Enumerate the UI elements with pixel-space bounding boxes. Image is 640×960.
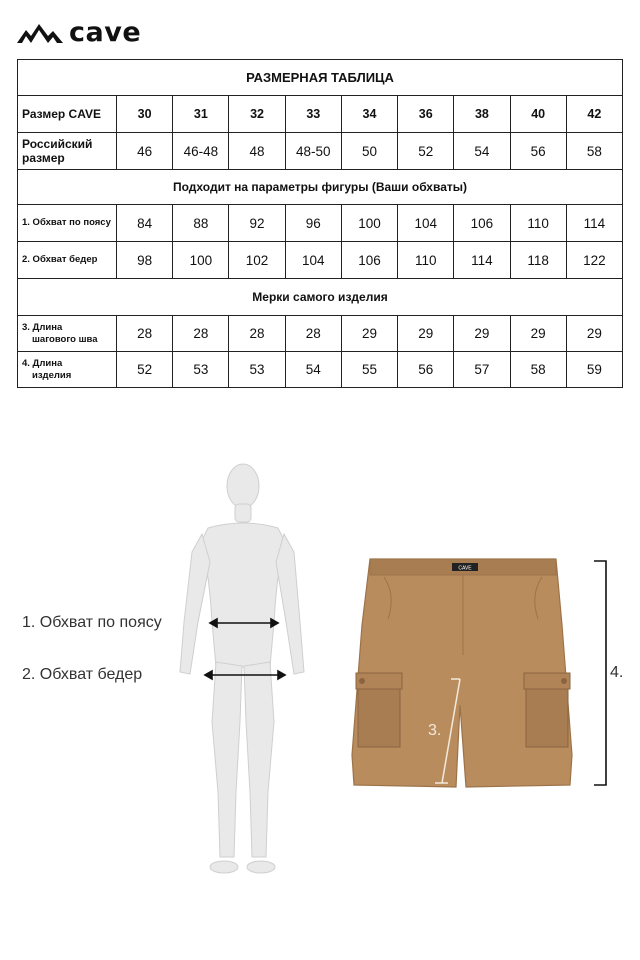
- size-cell: 32: [229, 96, 285, 133]
- inseam-cell: 29: [341, 316, 397, 352]
- size-cell: 40: [510, 96, 566, 133]
- length-cell: 52: [117, 352, 173, 388]
- table-row: [18, 242, 623, 279]
- right-cargo-pocket: [524, 673, 570, 747]
- brand-logo: [17, 17, 141, 47]
- inseam-cell: 28: [173, 316, 229, 352]
- waist-cell: 106: [454, 205, 510, 242]
- row-label-russian: Российский размер: [18, 133, 117, 170]
- russian-cell: 48-50: [285, 133, 341, 170]
- length-cell: 59: [566, 352, 622, 388]
- mannequin-figure: [170, 462, 310, 880]
- length-cell: 54: [285, 352, 341, 388]
- table-row: [18, 352, 623, 388]
- waist-cell: 96: [285, 205, 341, 242]
- waist-cell: 104: [398, 205, 454, 242]
- size-cell: 38: [454, 96, 510, 133]
- shorts-brand-tag: CAVE: [458, 565, 472, 572]
- russian-cell: 46-48: [173, 133, 229, 170]
- waist-cell: 110: [510, 205, 566, 242]
- hip-cell: 122: [566, 242, 622, 279]
- hip-cell: 104: [285, 242, 341, 279]
- inseam-cell: 28: [117, 316, 173, 352]
- hip-cell: 118: [510, 242, 566, 279]
- left-cargo-pocket: [356, 673, 402, 747]
- hip-cell: 110: [398, 242, 454, 279]
- length-cell: 56: [398, 352, 454, 388]
- length-cell: 57: [454, 352, 510, 388]
- shorts-illustration: [348, 555, 578, 790]
- inseam-cell: 28: [229, 316, 285, 352]
- waist-cell: 88: [173, 205, 229, 242]
- row-label-inseam: [18, 316, 117, 352]
- inseam-cell: 29: [398, 316, 454, 352]
- russian-cell: 54: [454, 133, 510, 170]
- russian-cell: 56: [510, 133, 566, 170]
- inseam-cell: 29: [566, 316, 622, 352]
- table-row: [18, 96, 623, 133]
- size-cell: 34: [341, 96, 397, 133]
- table-row: [18, 205, 623, 242]
- length-marker: 4.: [610, 664, 624, 681]
- row-label-length: [18, 352, 117, 388]
- size-cell: 30: [117, 96, 173, 133]
- table-title: РАЗМЕРНАЯ ТАБЛИЦА: [18, 60, 623, 96]
- length-cell: 53: [173, 352, 229, 388]
- hip-cell: 100: [173, 242, 229, 279]
- mountain-icon: [17, 19, 63, 45]
- waist-cell: 114: [566, 205, 622, 242]
- hip-cell: 98: [117, 242, 173, 279]
- hip-caption: 2. Обхват бедер: [22, 666, 143, 683]
- hip-cell: 102: [229, 242, 285, 279]
- section-product-measurements: Мерки самого изделия: [18, 279, 623, 316]
- length-label-line2: изделия: [32, 369, 72, 381]
- inseam-marker: 3.: [428, 722, 442, 739]
- brand-name: cave: [69, 16, 142, 48]
- waist-cell: 100: [341, 205, 397, 242]
- size-cell: 31: [173, 96, 229, 133]
- inseam-label-line2: шагового шва: [32, 333, 98, 345]
- inseam-label-line1: 3. Длина: [22, 321, 63, 333]
- inseam-cell: 28: [285, 316, 341, 352]
- waist-caption: 1. Обхват по поясу: [22, 614, 162, 631]
- row-label-waist: 1. Обхват по поясу: [18, 205, 117, 242]
- table-row: [18, 316, 623, 352]
- row-label-hip: 2. Обхват бедер: [18, 242, 117, 279]
- inseam-cell: 29: [454, 316, 510, 352]
- section-body-measurements: Подходит на параметры фигуры (Ваши обхваты): [18, 170, 623, 205]
- table-row: [18, 133, 623, 170]
- waist-cell: 92: [229, 205, 285, 242]
- waist-cell: 84: [117, 205, 173, 242]
- length-cell: 53: [229, 352, 285, 388]
- row-label-size: Размер CAVE: [18, 96, 117, 133]
- russian-cell: 48: [229, 133, 285, 170]
- russian-cell: 50: [341, 133, 397, 170]
- size-cell: 33: [285, 96, 341, 133]
- size-cell: 36: [398, 96, 454, 133]
- inseam-cell: 29: [510, 316, 566, 352]
- hip-cell: 106: [341, 242, 397, 279]
- russian-cell: 52: [398, 133, 454, 170]
- length-label-line1: 4. Длина: [22, 357, 63, 369]
- length-cell: 55: [341, 352, 397, 388]
- size-cell: 42: [566, 96, 622, 133]
- length-cell: 58: [510, 352, 566, 388]
- russian-cell: 58: [566, 133, 622, 170]
- hip-cell: 114: [454, 242, 510, 279]
- size-table: [17, 59, 623, 388]
- russian-cell: 46: [117, 133, 173, 170]
